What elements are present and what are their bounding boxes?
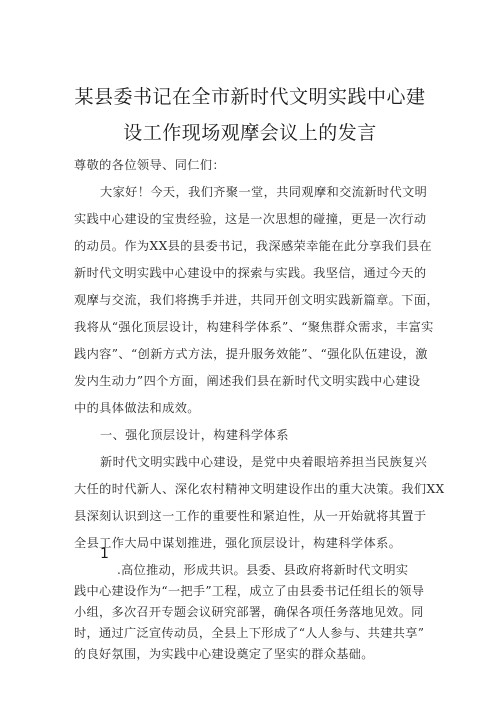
document-title-line-1: 某县委书记在全市新时代文明实践中心建 — [74, 86, 426, 108]
paragraph-line: 县深刻认识到这一工作的重要性和紧迫性，从一开始就将其置于 — [74, 509, 427, 523]
paragraph-line: 小组，多次召开专题会议研究部署，确保各项任务落地见效。同 — [74, 605, 424, 619]
paragraph-line: 时，通过广泛宣传动员，全县上下形成了“人人参与、共建共享” — [74, 626, 425, 640]
paragraph-line: 实践中心建设的宝贵经验，这是一次思想的碰撞，更是一次行动 — [74, 212, 427, 226]
document-title-line-2: 设工作现场观摩会议上的发言 — [123, 122, 377, 144]
paragraph-line: 我将从“强化顶层设计，构建科学体系”、“聚焦群众需求，丰富实 — [74, 320, 434, 334]
paragraph-line: 大家好！今天，我们齐聚一堂，共同观摩和交流新时代文明 — [100, 185, 428, 199]
paragraph-line: 全县工作大局中谋划推进，强化顶层设计，构建科学体系。 — [74, 536, 402, 550]
paragraph-line: 发内生动力”四个方面，阐述我们县在新时代文明实践中心建设 — [74, 374, 421, 388]
paragraph-line: 践内容”、“创新方式方法，提升服务效能”、“强化队伍建设，激 — [74, 347, 428, 361]
section-heading: 一、强化顶层设计，构建科学体系 — [100, 428, 289, 442]
paragraph-line: 中的具体做法和成效。 — [74, 401, 200, 415]
paragraph-line: 观摩与交流，我们将携手并进，共同开创文明实践新篇章。下面， — [74, 293, 440, 307]
paragraph-line: 新时代文明实践中心建设，是党中央着眼培养担当民族复兴 — [100, 455, 428, 469]
salutation: 尊敬的各位领导、同仁们： — [74, 158, 226, 172]
paragraph-line: 践中心建设作为“一把手”工程，成立了由县委书记任组长的领导 — [74, 584, 425, 598]
paragraph-line: 的动员。作为XX县的县委书记，我深感荣幸能在此分享我们县在 — [74, 239, 433, 253]
paragraph-line: 大任的时代新人、深化农村精神文明建设作出的重大决策。我们XX — [74, 482, 445, 496]
item-first-line: .高位推动，形成共识。县委、县政府将新时代文明实 — [117, 563, 409, 577]
paragraph-line: 的良好氛围，为实践中心建设奠定了坚实的群众基础。 — [74, 647, 374, 661]
paragraph-line: 新时代文明实践中心建设中的探索与实践。我坚信，通过今天的 — [74, 266, 427, 280]
item-number: 1 — [100, 546, 109, 562]
